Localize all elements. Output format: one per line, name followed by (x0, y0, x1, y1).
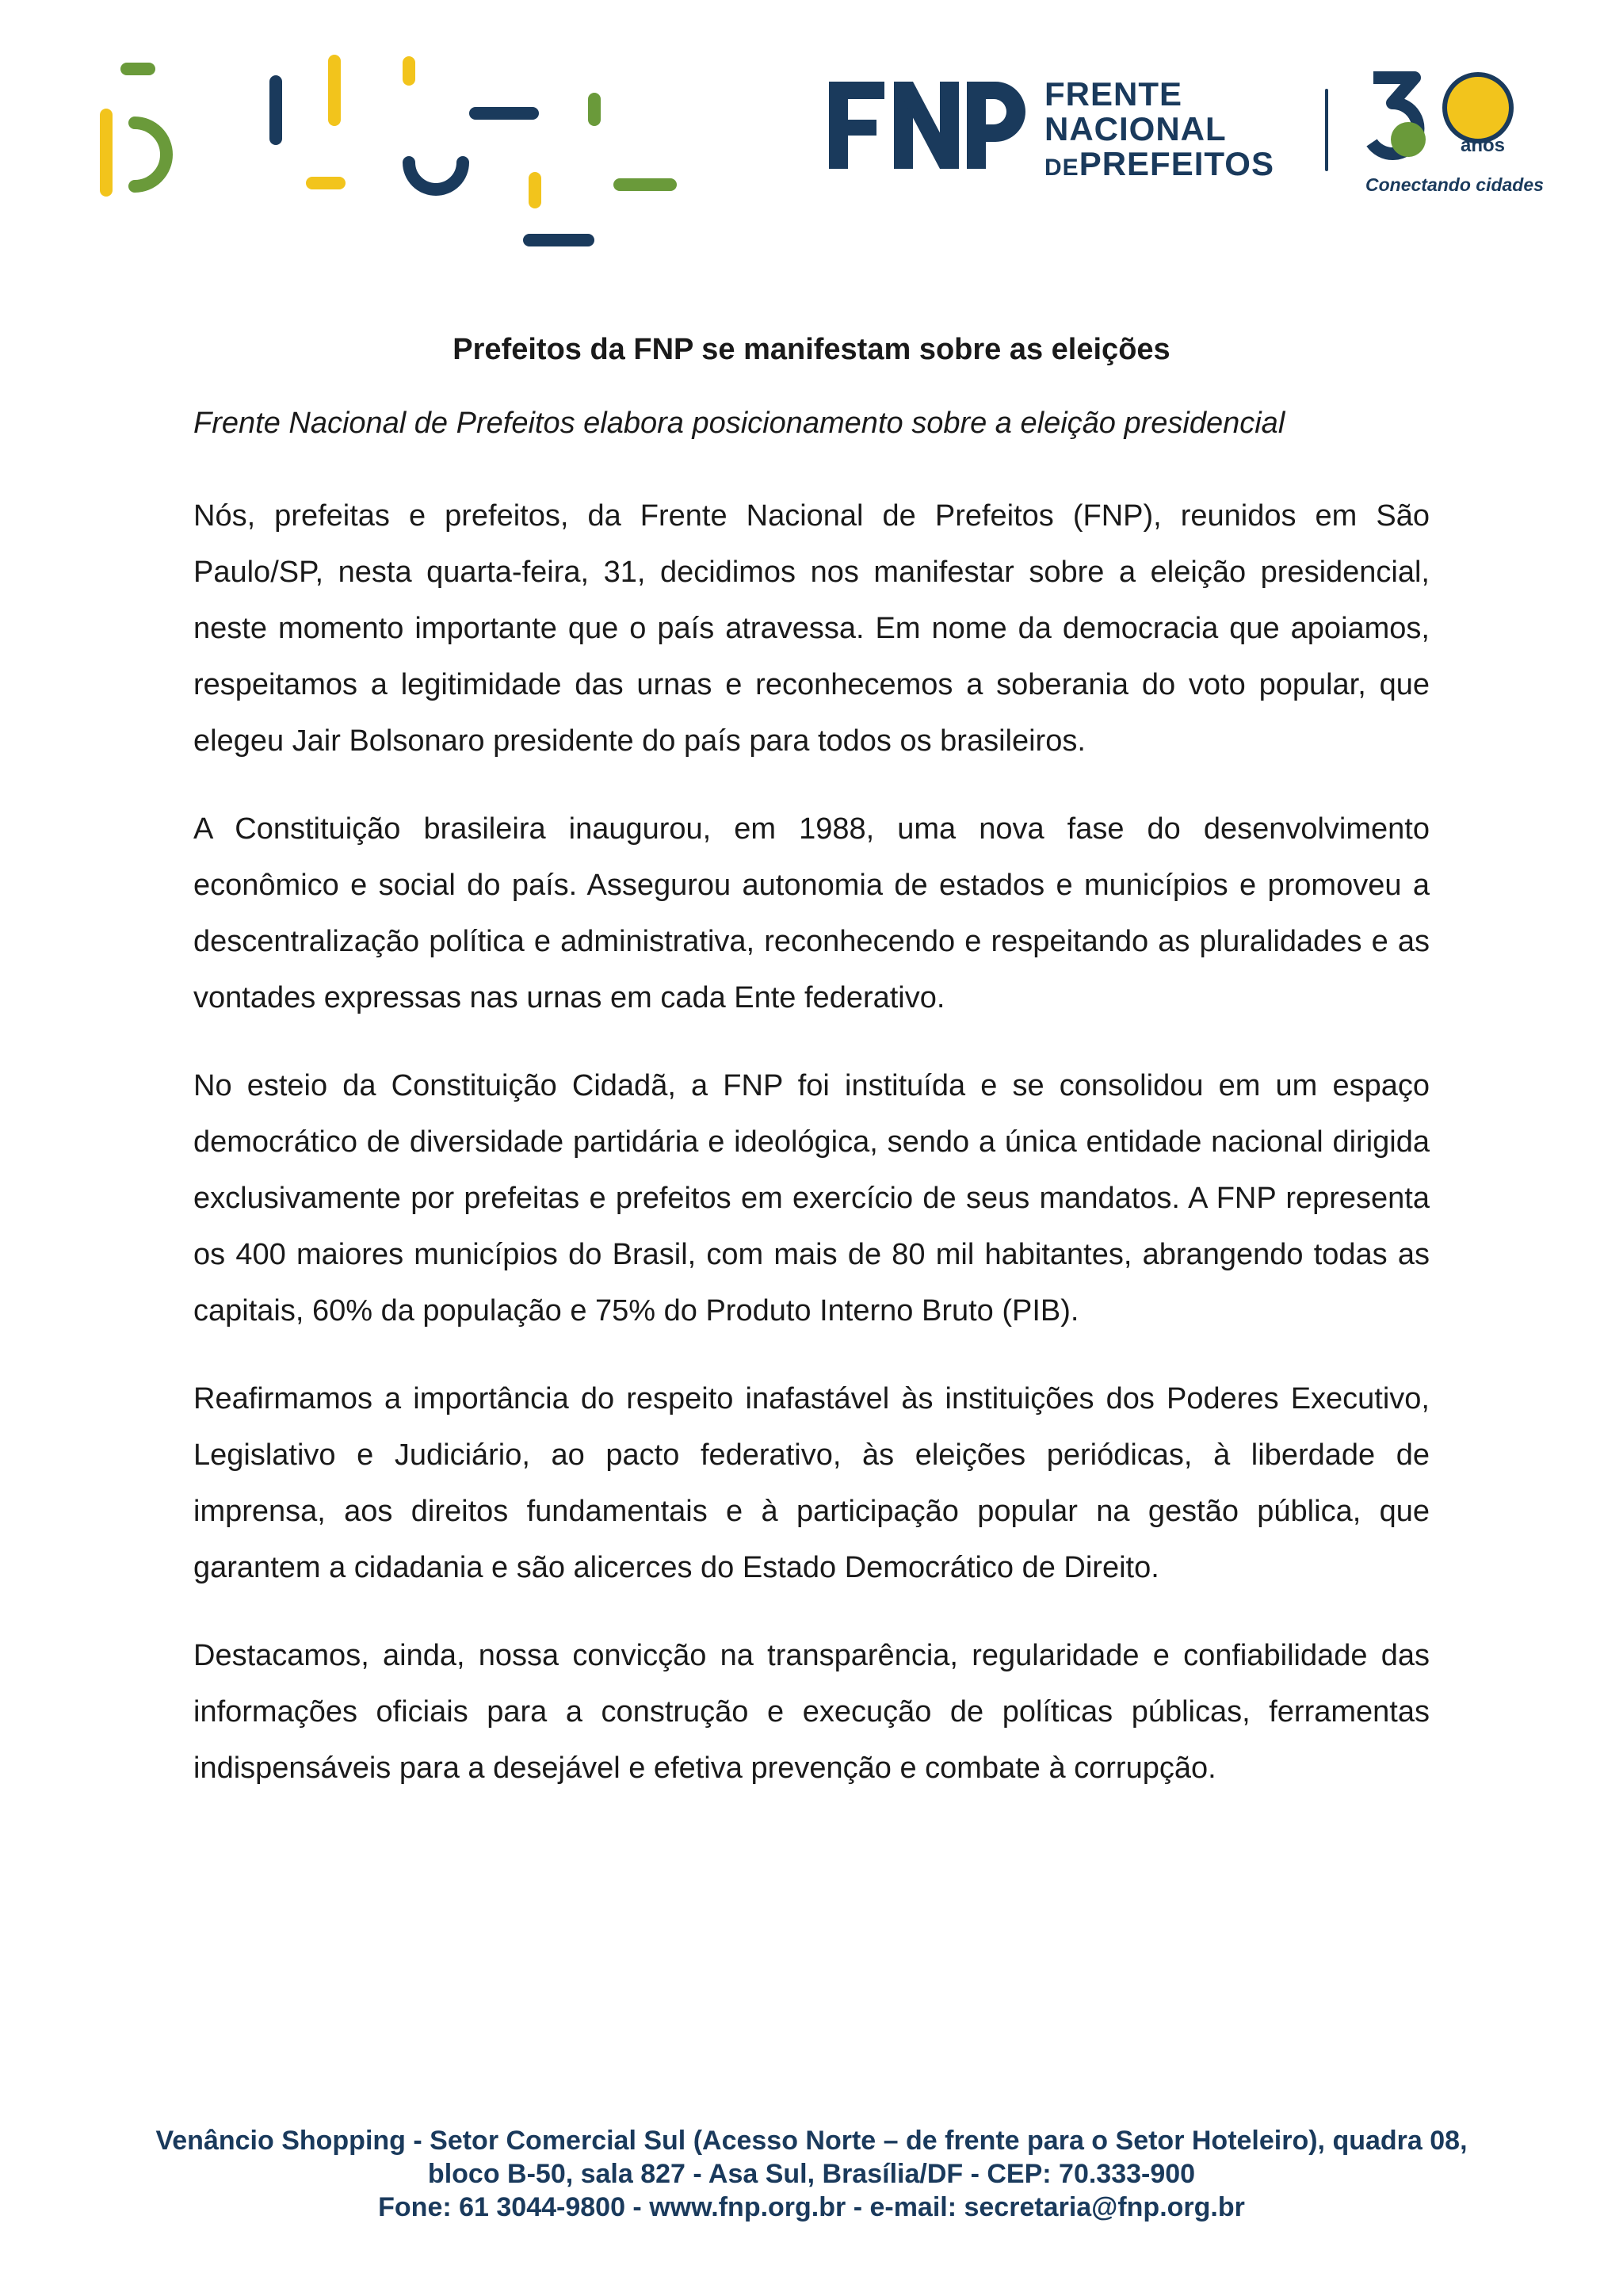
logo-divider (1325, 89, 1328, 171)
footer-line-3: Fone: 61 3044-9800 - www.fnp.org.br - e-mail: secretaria@fnp.org.br (378, 2192, 1245, 2222)
decorative-dashes-graphic (87, 44, 689, 258)
document-body (193, 333, 1430, 1828)
document-subtitle: Frente Nacional de Prefeitos elabora posicionamento sobre a eleição presidencial (193, 407, 1285, 440)
anos-label: anos (1461, 135, 1506, 156)
org-name-prefix: DE (1044, 155, 1079, 181)
footer-line-1: Venâncio Shopping - Setor Comercial Sul (Acesso Norte – de frente para o Setor Hoteleiro), quadra 08, (155, 2126, 1468, 2156)
document-title: Prefeitos da FNP se manifestam sobre as eleições (453, 333, 1170, 366)
fnp-monogram-icon (824, 75, 1030, 178)
tagline: Conectando cidades (1365, 174, 1544, 195)
paragraph: Destacamos, ainda, nossa convicção na transparência, regularidade e confiabilidade das informações oficiais para a construção e execução de políticas públicas, ferramentas indispensáveis para a desejável e efetiva prevenção e combate à corrupção. (193, 1639, 1430, 1785)
org-name-line-1: FRENTE (1044, 75, 1182, 113)
org-name-line-3 (1044, 147, 1274, 185)
letterhead (0, 0, 1623, 269)
paragraph: Nós, prefeitas e prefeitos, da Frente Nacional de Prefeitos (FNP), reunidos em São Paulo/SP, nesta quarta-feira, 31, decidimos nos manifestar sobre a eleição presidencial, neste momento importante que o país atravessa. Em nome da democracia que apoiamos, respeitamos a legitimidade das urnas e reconhecemos a soberania do voto popular, que elegeu Jair Bolsonaro presidente do país para todos os brasileiros. (193, 499, 1430, 758)
paragraph: Reafirmamos a importância do respeito inafastável às instituições dos Poderes Executivo, Legislativo e Judiciário, ao pacto federativo, às eleições periódicas, à liberdade de imprensa, aos direitos fundamentais e à participação popular na gestão pública, que garantem a cidadania e são alicerces do Estado Democrático de Direito. (193, 1382, 1430, 1584)
footer-line-2: bloco B-50, sala 827 - Asa Sul, Brasília/DF - CEP: 70.333-900 (427, 2159, 1196, 2189)
org-name-suffix: PREFEITOS (1079, 145, 1274, 182)
thirty-years-emblem-icon (1359, 63, 1549, 166)
paragraph: No esteio da Constituição Cidadã, a FNP foi instituída e se consolidou em um espaço democrático de diversidade partidária e ideológica, sendo a única entidade nacional dirigida exclusivamente por prefeitas e prefeitos em exercício de seus mandatos. A FNP representa os 400 maiores municípios do Brasil, com mais de 80 mil habitantes, abrangendo todas as capitais, 60% da população e 75% do Produto Interno Bruto (PIB). (193, 1069, 1430, 1328)
paragraph: A Constituição brasileira inaugurou, em 1988, uma nova fase do desenvolvimento econômico e social do país. Assegurou autonomia de estados e municípios e promoveu a descentralização política e administrativa, reconhecendo e respeitando as pluralidades e as vontades expressas nas urnas em cada Ente federativo. (193, 812, 1430, 1014)
org-name-line-2: NACIONAL (1044, 110, 1227, 147)
fnp-wordmark (1044, 77, 1274, 185)
footer-address (0, 2124, 1623, 2224)
anniversary-logo (1359, 63, 1549, 195)
